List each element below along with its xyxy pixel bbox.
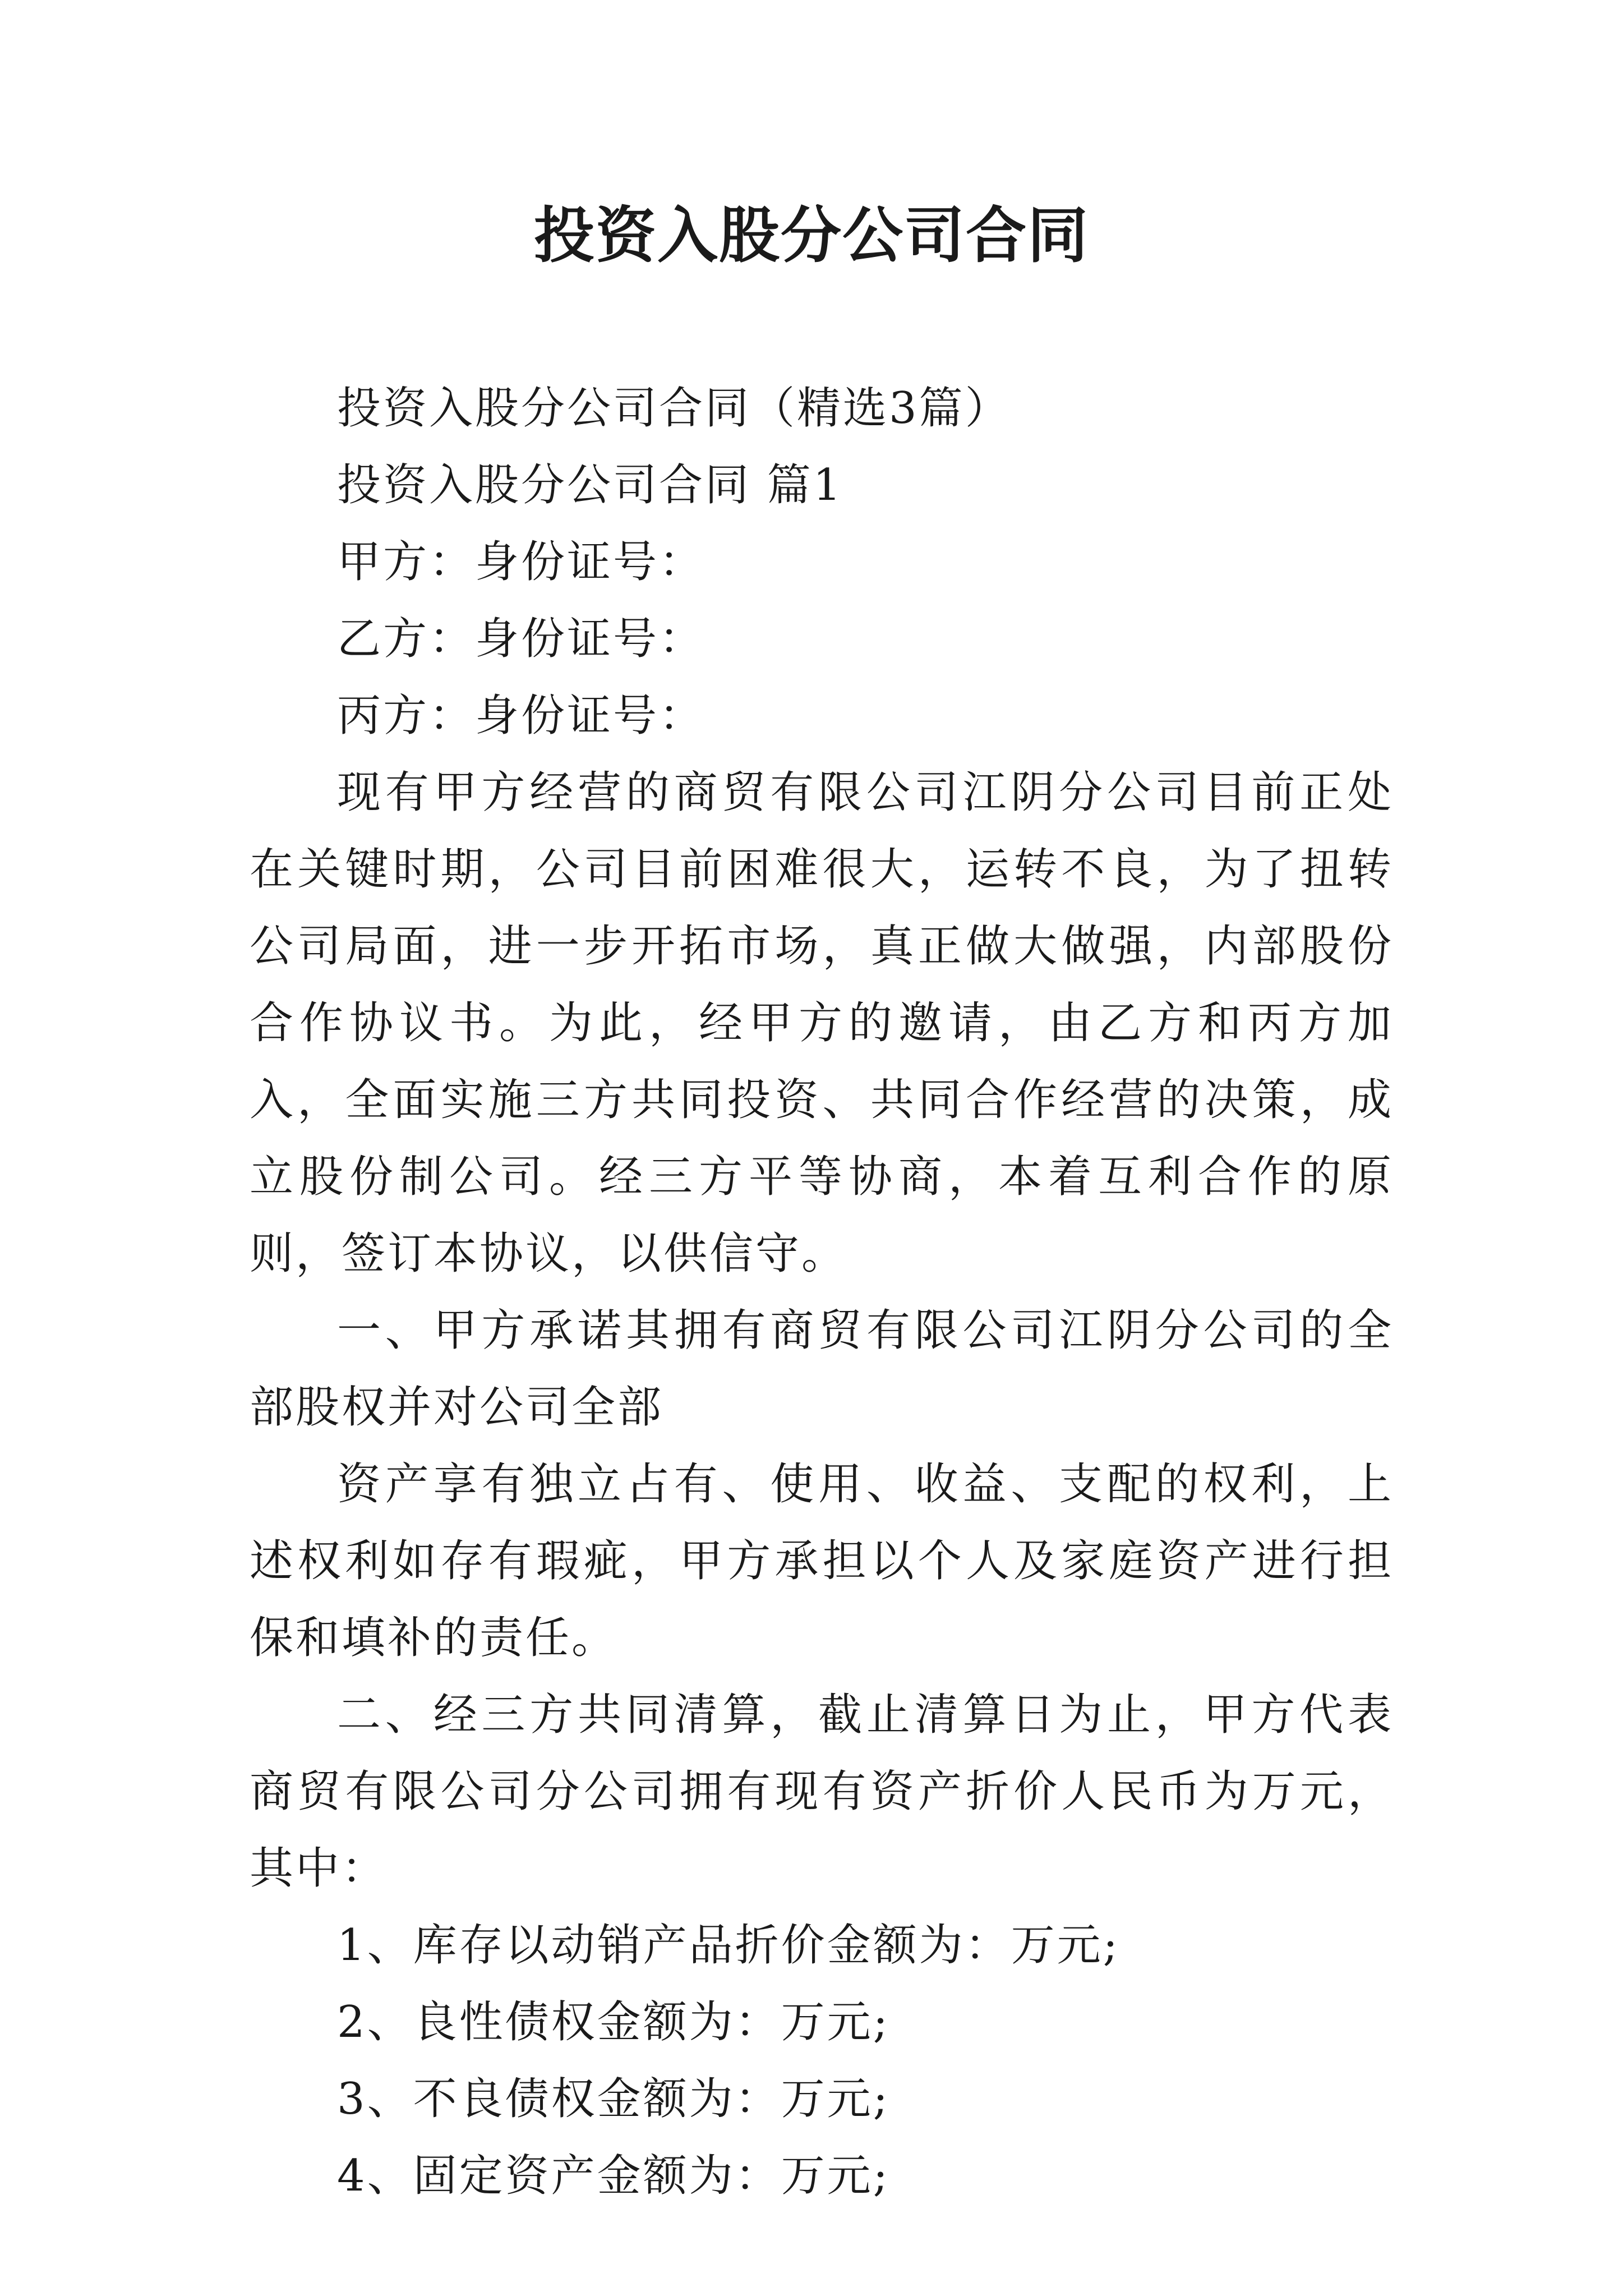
paragraph-clause-1: 一、甲方承诺其拥有商贸有限公司江阴分公司的全部股权并对公司全部 — [250, 1305, 1394, 1433]
paragraph-intro: 现有甲方经营的商贸有限公司江阴分公司目前正处在关键时期，公司目前困难很大，运转不良，为了扭转公司局面，进一步开拓市场，真正做大做强，内部股份合作协议书。为此，经甲方的邀请，由乙方和丙方加入，全面实施三方共同投资、共同合作经营的决策，成立股份制公司。经三方平等协商，本着互利合作的原则，签订本协议，以供信守。 — [250, 767, 1394, 1279]
paragraph-clause-1-cont: 资产享有独立占有、使用、收益、支配的权利，上述权利如存有瑕疵，甲方承担以个人及家庭资产进行担保和填补的责任。 — [250, 1459, 1394, 1663]
paragraph-item-1: 1、库存以动销产品折价金额为：万元; — [337, 1920, 1120, 1971]
paragraph-party-c: 丙方：身份证号： — [337, 691, 706, 741]
paragraph-party-b: 乙方：身份证号： — [337, 614, 706, 664]
paragraph-subtitle: 投资入股分公司合同（精选3篇） — [337, 383, 1011, 434]
paragraph-item-2: 2、良性债权金额为：万元; — [337, 1997, 890, 2047]
document-title: 投资入股分公司合同 — [533, 200, 1089, 271]
paragraph-item-3: 3、不良债权金额为：万元; — [337, 2074, 890, 2124]
paragraph-party-a: 甲方：身份证号： — [337, 537, 706, 587]
paragraph-section-heading: 投资入股分公司合同 篇1 — [337, 460, 843, 510]
paragraph-item-4: 4、固定资产金额为：万元; — [337, 2151, 890, 2201]
document-body — [250, 370, 1394, 2215]
paragraph-clause-2: 二、经三方共同清算，截止清算日为止，甲方代表商贸有限公司分公司拥有现有资产折价人民币为万元，其中： — [250, 1690, 1394, 1894]
